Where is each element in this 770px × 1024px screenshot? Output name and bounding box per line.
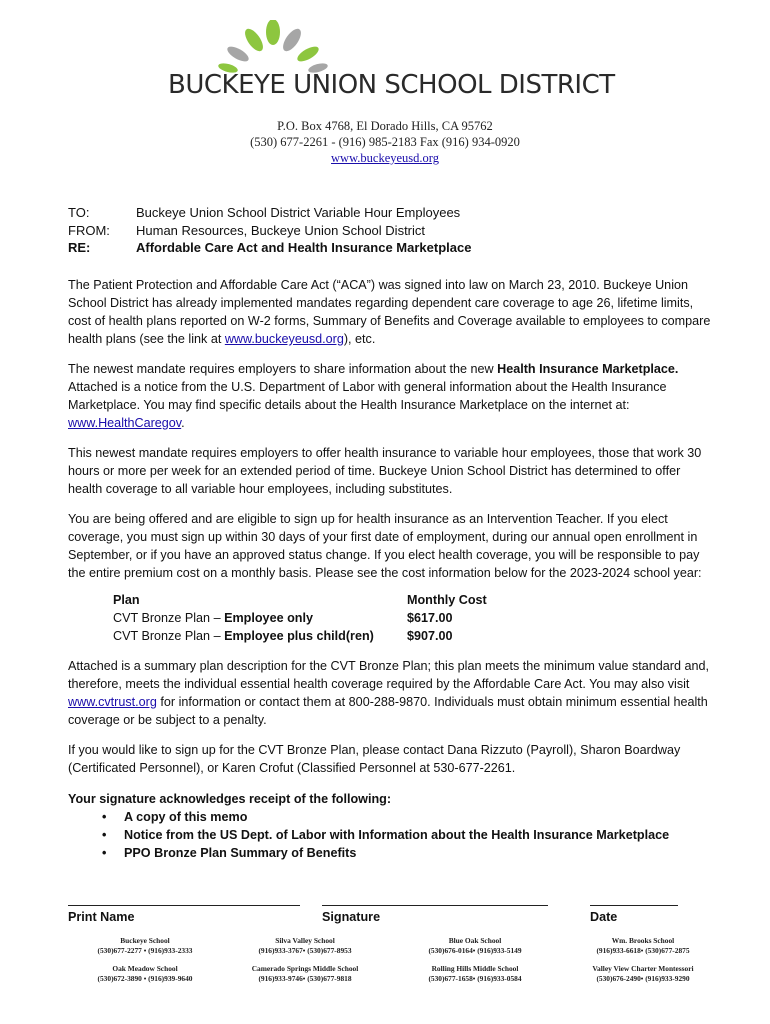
plan-column-header: Plan <box>113 593 140 607</box>
school-name: Oak Meadow School <box>112 964 178 973</box>
paragraph-text: Attached is a summary plan description for the CVT Bronze Plan; this plan meets the minimum value standard and, therefore, meets the individual essential health coverage required by the Affordable Care Act. You may also visit <box>68 659 709 691</box>
print-name-line <box>68 894 300 906</box>
address-block <box>0 118 770 166</box>
paragraph-variable-hour: This newest mandate requires employers to offer health insurance to variable hour employees, those that work 30 hours or more per week for an extended period of time. Buckeye Union School District has determined to offer health coverage to all variable hour employees, including substitutes. <box>68 446 702 496</box>
memo-from-value: Human Resources, Buckeye Union School District <box>136 222 426 238</box>
school-name: Camerado Springs Middle School <box>251 964 359 973</box>
school-phones: (916)933-6618• (530)677-2875 <box>596 946 690 955</box>
school-phones: (530)676-0164• (916)933-5149 <box>428 946 522 955</box>
school-name: Rolling Hills Middle School <box>431 964 519 973</box>
signature-label: Signature <box>322 910 381 924</box>
memo-re-label: RE: <box>68 240 91 255</box>
memo-from-row <box>68 222 708 240</box>
plan-prefix: CVT Bronze Plan – <box>113 611 225 625</box>
plan-tier: Employee plus child(ren) <box>224 629 374 643</box>
school-name: Silva Valley School <box>275 936 335 945</box>
cvtrust-link[interactable]: www.cvtrust.org <box>68 695 157 709</box>
signature-line <box>322 894 548 906</box>
cost-column-header: Monthly Cost <box>407 593 487 607</box>
school-name: Valley View Charter Montessori <box>592 964 694 973</box>
print-name-field[interactable] <box>68 894 300 924</box>
paragraph-summary-plan <box>68 657 718 729</box>
paragraph-marketplace <box>68 360 718 432</box>
memo-from-label: FROM: <box>68 222 110 238</box>
memo-header <box>68 204 708 257</box>
list-item <box>102 826 718 844</box>
paragraph-text: for information or contact them at 800-288-9870. Individuals must obtain minimum essential health coverage or be subject to a penalty. <box>68 695 708 727</box>
school-entry <box>558 936 728 956</box>
plan-cost-cell: $617.00 <box>407 611 453 625</box>
school-entry <box>60 964 230 984</box>
acknowledgement-list <box>102 808 718 862</box>
plan-cost-table <box>113 591 563 645</box>
school-entry <box>390 964 560 984</box>
paragraph-bold: Health Insurance Marketplace. <box>497 362 679 376</box>
school-name: Buckeye School <box>120 936 170 945</box>
bullet-icon: • <box>102 810 107 824</box>
memo-re-value: Affordable Care Act and Health Insurance Marketplace <box>136 240 472 255</box>
district-logo <box>0 0 770 110</box>
postal-address: P.O. Box 4768, El Dorado Hills, CA 95762 <box>277 119 493 133</box>
acknowledgement-section <box>68 790 718 862</box>
list-item-text: PPO Bronze Plan Summary of Benefits <box>124 846 357 860</box>
acknowledgement-title: Your signature acknowledges receipt of the following: <box>68 792 392 806</box>
list-item <box>102 808 718 826</box>
print-name-label: Print Name <box>68 910 135 924</box>
table-row <box>113 627 563 645</box>
district-name: BUCKEYE UNION SCHOOL DISTRICT <box>168 70 615 100</box>
table-row <box>113 609 563 627</box>
plan-name-cell <box>113 609 407 627</box>
list-item <box>102 844 718 862</box>
website-link[interactable]: www.buckeyeusd.org <box>331 151 439 165</box>
memo-to-label: TO: <box>68 205 90 220</box>
paragraph-text: The Patient Protection and Affordable Care Act (“ACA”) was signed into law on March 23, 2010. Buckeye Union School District has already implemented mandates regarding dependent care coverage to age 26, lifetime limits, cost of health plans reported on W-2 forms, Summary of Benefits and Coverage available to employees to compare health plans (see the link at <box>68 278 711 346</box>
school-phones: (530)677-1658• (916)933-0584 <box>428 974 522 983</box>
list-item-text: A copy of this memo <box>124 810 248 824</box>
memo-to-value: Buckeye Union School District Variable Hour Employees <box>136 205 461 220</box>
phone-fax: (530) 677-2261 - (916) 985-2183 Fax (916) 934-0920 <box>250 135 520 149</box>
date-field[interactable] <box>590 894 678 924</box>
plan-table-header <box>113 591 563 609</box>
buckeyeusd-link[interactable]: www.buckeyeusd.org <box>224 332 344 346</box>
paragraph-text: Attached is a notice from the U.S. Department of Labor with general information about the Health Insurance Marketplace. You may find specific details about the Health Insurance Marketplace on the internet at: <box>68 380 667 412</box>
plan-name-cell <box>113 627 407 645</box>
bullet-icon: • <box>102 828 107 842</box>
paragraph-contact: If you would like to sign up for the CVT Bronze Plan, please contact Dana Rizzuto (Payroll), Sharon Boardway (Certificated Personnel), or Karen Crofut (Classified Personnel at 530-677-2261. <box>68 743 681 775</box>
memo-to-row <box>68 204 708 222</box>
school-phones: (530)677-2277 • (916)933-2333 <box>97 946 193 955</box>
list-item-text: Notice from the US Dept. of Labor with Information about the Health Insurance Marketplace <box>124 828 670 842</box>
school-name: Wm. Brooks School <box>611 936 675 945</box>
school-phones: (916)933-3767• (530)677-8953 <box>258 946 352 955</box>
healthcare-link[interactable]: www.HealthCaregov <box>68 416 182 430</box>
school-entry <box>60 936 230 956</box>
plan-tier: Employee only <box>224 611 313 625</box>
school-entry <box>220 936 390 956</box>
plan-prefix: CVT Bronze Plan – <box>113 629 225 643</box>
paragraph-aca <box>68 276 718 348</box>
paragraph-text: . <box>181 416 185 430</box>
school-phones: (530)672-3890 • (916)939-9640 <box>97 974 193 983</box>
paragraph-eligibility: You are being offered and are eligible to sign up for health insurance as an Intervention Teacher. If you elect coverage, you must sign up within 30 days of your first date of employment, during our annual open enrollment in September, or if you have an approved status change. If you elect health coverage, you will be responsible to pay the entire premium cost on a monthly basis. Please see the cost information below for the 2023-2024 school year: <box>68 512 702 580</box>
memo-re-row <box>68 239 708 257</box>
memo-body <box>68 276 718 594</box>
date-label: Date <box>590 910 618 924</box>
date-line <box>590 894 678 906</box>
school-phones: (916)933-9746• (530)677-9818 <box>258 974 352 983</box>
paragraph-text: The newest mandate requires employers to share information about the new <box>68 362 498 376</box>
memo-body-continued <box>68 657 718 789</box>
school-name: Blue Oak School <box>448 936 502 945</box>
plan-cost-cell: $907.00 <box>407 629 453 643</box>
paragraph-text: ), etc. <box>343 332 376 346</box>
school-entry <box>558 964 728 984</box>
school-phones: (530)676-2490• (916)933-9290 <box>596 974 690 983</box>
bullet-icon: • <box>102 846 107 860</box>
signature-field[interactable] <box>322 894 548 924</box>
school-entry <box>390 936 560 956</box>
school-entry <box>220 964 390 984</box>
